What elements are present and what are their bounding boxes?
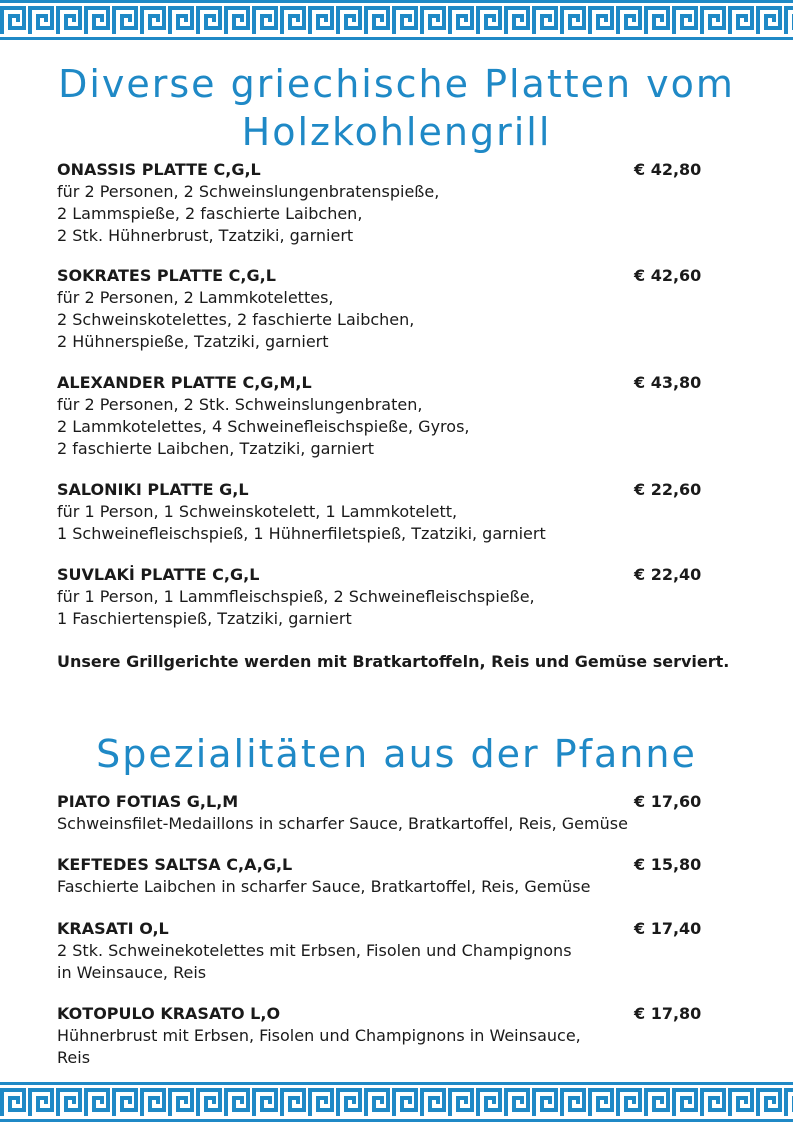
item-price: € 17,80: [634, 1004, 702, 1023]
item-description: Faschierte Laibchen in scharfer Sauce, Bratkartoffel, Reis, Gemüse: [57, 877, 591, 896]
greek-key-border-top: [0, 0, 793, 40]
item-description: 2 Stk. Schweinekotelettes mit Erbsen, Fisolen und Champignons in Weinsauce, Reis: [57, 941, 572, 982]
item-price: € 43,80: [634, 373, 702, 392]
menu-item: [57, 159, 707, 247]
menu-item: [57, 854, 707, 898]
item-name: SALONIKI PLATTE G,L: [57, 480, 249, 499]
item-price: € 42,60: [634, 266, 702, 285]
item-name: ALEXANDER PLATTE C,G,M,L: [57, 373, 312, 392]
item-price: € 22,60: [634, 480, 702, 499]
grill-sides-note: Unsere Grillgerichte werden mit Bratkartoffeln, Reis und Gemüse serviert.: [57, 652, 730, 671]
menu-item: [57, 1003, 707, 1069]
item-description: für 1 Person, 1 Schweinskotelett, 1 Lammkotelett, 1 Schweinefleischspieß, 1 Hühnerfiletspieß, Tzatziki, garniert: [57, 502, 546, 543]
menu-item: [57, 265, 707, 353]
menu-item: [57, 791, 707, 835]
section-title-grill-line2: Holzkohlengrill: [241, 110, 552, 154]
item-name: ONASSIS PLATTE C,G,L: [57, 160, 261, 179]
menu-item: [57, 479, 707, 545]
item-description: für 2 Personen, 2 Stk. Schweinslungenbraten, 2 Lammkotelettes, 4 Schweinefleischspieße, Gyros, 2 faschierte Laibchen, Tzatziki, garniert: [57, 395, 470, 458]
item-price: € 42,80: [634, 160, 702, 179]
item-name: KRASATI O,L: [57, 919, 169, 938]
item-description: für 2 Personen, 2 Lammkotelettes, 2 Schweinskotelettes, 2 faschierte Laibchen, 2 Hühnerspieße, Tzatziki, garniert: [57, 288, 415, 351]
item-price: € 17,60: [634, 792, 702, 811]
menu-item: [57, 918, 707, 984]
greek-key-border-bottom: [0, 1082, 793, 1122]
item-name: KOTOPULO KRASATO L,O: [57, 1004, 281, 1023]
item-price: € 17,40: [634, 919, 702, 938]
menu-item: [57, 372, 707, 460]
section-title-grill-line1: Diverse griechische Platten vom: [58, 62, 735, 106]
item-description: Hühnerbrust mit Erbsen, Fisolen und Champignons in Weinsauce, Reis: [57, 1026, 581, 1067]
item-price: € 15,80: [634, 855, 702, 874]
menu-item: [57, 564, 707, 630]
item-description: für 2 Personen, 2 Schweinslungenbratenspieße, 2 Lammspieße, 2 faschierte Laibchen, 2 Stk. Hühnerbrust, Tzatziki, garniert: [57, 182, 440, 245]
section-title-grill: [0, 60, 793, 156]
item-description: Schweinsfilet-Medaillons in scharfer Sauce, Bratkartoffel, Reis, Gemüse: [57, 814, 628, 833]
item-price: € 22,40: [634, 565, 702, 584]
item-name: SOKRATES PLATTE C,G,L: [57, 266, 276, 285]
item-name: KEFTEDES SALTSA C,A,G,L: [57, 855, 293, 874]
section-title-pan: Spezialitäten aus der Pfanne: [96, 732, 697, 776]
item-name: PIATO FOTIAS G,L,M: [57, 792, 239, 811]
item-name: SUVLAKİ PLATTE C,G,L: [57, 565, 260, 584]
item-description: für 1 Person, 1 Lammfleischspieß, 2 Schweinefleischspieße, 1 Faschiertenspieß, Tzatziki, garniert: [57, 587, 535, 628]
